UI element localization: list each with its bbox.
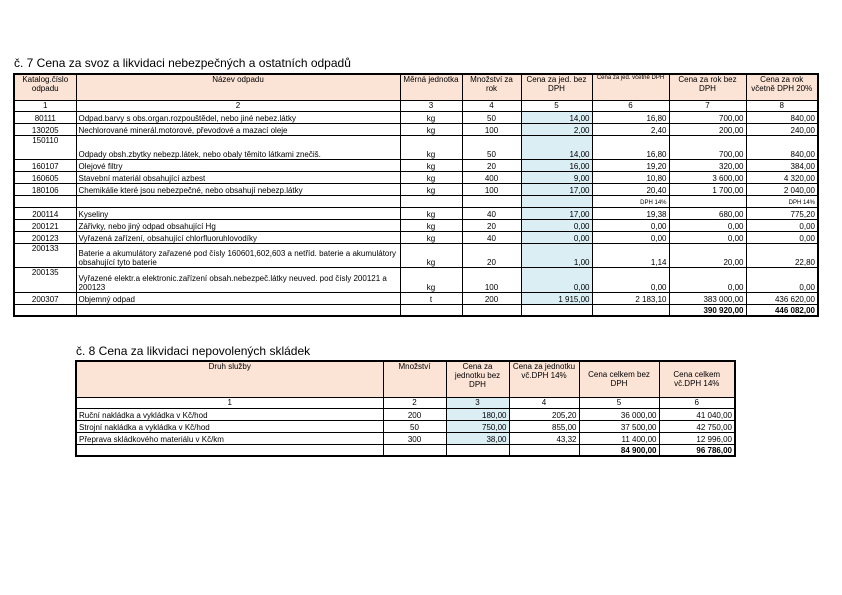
code-cell: 200133 (14, 243, 76, 267)
name-cell: Vyřazená zařízení, obsahující chlorfluoruhlovodíky (76, 231, 400, 243)
empty-cell (14, 195, 76, 207)
name-cell: Olejové filtry (76, 159, 400, 171)
empty-cell (400, 304, 462, 316)
table-row (14, 135, 818, 159)
year-vat-cell: 384,00 (746, 159, 818, 171)
unit-cell: kg (400, 219, 462, 231)
price-cell: 750,00 (446, 420, 509, 432)
empty-cell (400, 195, 462, 207)
price-cell: 1,00 (521, 243, 592, 267)
year-vat-cell: 436 620,00 (746, 292, 818, 304)
index-cell: 1 (76, 397, 383, 408)
name-cell: Zářivky, nebo jiný odpad obsahující Hg (76, 219, 400, 231)
price-vat-cell: 16,80 (592, 135, 669, 159)
qty-cell: 20 (462, 243, 521, 267)
year-vat-cell: 840,00 (746, 111, 818, 123)
price-vat-cell: 20,40 (592, 183, 669, 195)
dph14-note: DPH 14% (592, 195, 669, 207)
header-cena-jed-dph: Cena za jednotku vč.DPH 14% (509, 361, 579, 397)
index-cell: 1 (14, 100, 76, 111)
index-cell: 6 (592, 100, 669, 111)
code-cell: 160605 (14, 171, 76, 183)
index-cell: 2 (383, 397, 446, 408)
table-header-row (14, 74, 818, 100)
service-cell: Strojní nakládka a vykládka v Kč/hod (76, 420, 383, 432)
code-cell: 160107 (14, 159, 76, 171)
qty-cell: 100 (462, 267, 521, 292)
unit-cell: t (400, 292, 462, 304)
table-row (14, 267, 818, 292)
qty-cell: 200 (383, 408, 446, 420)
name-cell: Nechlorované minerál.motorové, převodové a mazací oleje (76, 123, 400, 135)
qty-cell: 300 (383, 432, 446, 444)
grand-total: 84 900,00 (579, 444, 659, 456)
price-vat-cell: 2,40 (592, 123, 669, 135)
year-cell: 700,00 (669, 111, 746, 123)
header-cena-rok-dph: Cena za rok včetně DPH 20% (746, 74, 818, 100)
year-cell: 700,00 (669, 135, 746, 159)
code-cell: 150110 (14, 135, 76, 159)
index-row (76, 397, 735, 408)
index-cell: 5 (579, 397, 659, 408)
grand-total-vat: 96 786,00 (659, 444, 735, 456)
table-row (14, 219, 818, 231)
year-vat-cell: 2 040,00 (746, 183, 818, 195)
qty-cell: 100 (462, 123, 521, 135)
price-cell: 17,00 (521, 207, 592, 219)
total-cell: 36 000,00 (579, 408, 659, 420)
header-druh: Druh služby (76, 361, 383, 397)
table-header-row (76, 361, 735, 397)
price-vat-cell: 0,00 (592, 219, 669, 231)
empty-cell (383, 444, 446, 456)
table-row (14, 243, 818, 267)
year-cell: 200,00 (669, 123, 746, 135)
price-vat-cell: 205,20 (509, 408, 579, 420)
year-cell: 0,00 (669, 219, 746, 231)
dph14-note: DPH 14% (746, 195, 818, 207)
year-vat-cell: 775,20 (746, 207, 818, 219)
table-row (14, 159, 818, 171)
year-vat-cell: 4 320,00 (746, 171, 818, 183)
header-mnozstvi: Množství (383, 361, 446, 397)
total-year: 390 920,00 (669, 304, 746, 316)
name-cell: Odpad.barvy s obs.organ.rozpouštědel, nebo jiné nebez.látky (76, 111, 400, 123)
empty-cell (592, 304, 669, 316)
empty-cell (446, 444, 509, 456)
header-cena-jed: Cena za jednotku bez DPH (446, 361, 509, 397)
year-cell: 320,00 (669, 159, 746, 171)
price-vat-cell: 0,00 (592, 267, 669, 292)
year-cell: 0,00 (669, 267, 746, 292)
price-cell: 2,00 (521, 123, 592, 135)
waste-disposal-price-table (13, 73, 819, 317)
year-cell: 3 600,00 (669, 171, 746, 183)
price-cell: 17,00 (521, 183, 592, 195)
qty-cell: 400 (462, 171, 521, 183)
qty-cell: 20 (462, 219, 521, 231)
price-cell: 0,00 (521, 219, 592, 231)
name-cell: Baterie a akumulátory zařazené pod čísly 160601,602,603 a netříd. baterie a akumulátory obsahující tyto baterie (76, 243, 400, 267)
unit-cell: kg (400, 159, 462, 171)
qty-cell: 100 (462, 183, 521, 195)
index-cell: 4 (462, 100, 521, 111)
code-cell: 200121 (14, 219, 76, 231)
header-cena-jed-dph: Cena za jed. včetně DPH (592, 74, 669, 100)
name-cell: Stavební materiál obsahující azbest (76, 171, 400, 183)
index-cell: 4 (509, 397, 579, 408)
index-cell: 6 (659, 397, 735, 408)
price-vat-cell: 0,00 (592, 231, 669, 243)
total-cell: 11 400,00 (579, 432, 659, 444)
header-celkem: Cena celkem bez DPH (579, 361, 659, 397)
year-vat-cell: 22,80 (746, 243, 818, 267)
empty-cell (509, 444, 579, 456)
empty-cell (462, 304, 521, 316)
name-cell: Odpady obsh.zbytky nebezp.látek, nebo obaly těmito látkami znečiš. (76, 135, 400, 159)
code-cell: 200135 (14, 267, 76, 292)
year-vat-cell: 240,00 (746, 123, 818, 135)
header-katalog: Katalog.číslo odpadu (14, 74, 76, 100)
empty-cell (14, 304, 76, 316)
table-8-title: č. 8 Cena za likvidaci nepovolených skládek (76, 344, 311, 358)
empty-cell (521, 304, 592, 316)
service-cell: Ruční nakládka a vykládka v Kč/hod (76, 408, 383, 420)
unit-cell: kg (400, 123, 462, 135)
price-vat-cell: 19,38 (592, 207, 669, 219)
table-row (14, 171, 818, 183)
year-cell: 20,00 (669, 243, 746, 267)
qty-cell: 40 (462, 231, 521, 243)
table-row (14, 207, 818, 219)
qty-cell: 200 (462, 292, 521, 304)
price-cell: 180,00 (446, 408, 509, 420)
unit-cell: kg (400, 183, 462, 195)
price-vat-cell: 16,80 (592, 111, 669, 123)
empty-cell (76, 304, 400, 316)
price-vat-cell: 855,00 (509, 420, 579, 432)
total-vat-cell: 41 040,00 (659, 408, 735, 420)
service-cell: Přeprava skládkového materiálu v Kč/km (76, 432, 383, 444)
illegal-dump-price-table (75, 360, 736, 457)
year-vat-cell: 840,00 (746, 135, 818, 159)
year-cell: 383 000,00 (669, 292, 746, 304)
name-cell: Objemný odpad (76, 292, 400, 304)
qty-cell: 50 (462, 135, 521, 159)
price-cell: 14,00 (521, 111, 592, 123)
unit-cell: kg (400, 111, 462, 123)
year-vat-cell: 0,00 (746, 219, 818, 231)
unit-cell: kg (400, 135, 462, 159)
header-jednotka: Měrná jednotka (400, 74, 462, 100)
table-row (14, 111, 818, 123)
table-row (14, 231, 818, 243)
code-cell: 200307 (14, 292, 76, 304)
name-cell: Chemikálie které jsou nebezpečné, nebo obsahují nebezp.látky (76, 183, 400, 195)
total-year-vat: 446 082,00 (746, 304, 818, 316)
unit-cell: kg (400, 243, 462, 267)
price-cell: 16,00 (521, 159, 592, 171)
index-cell: 7 (669, 100, 746, 111)
price-vat-cell: 10,80 (592, 171, 669, 183)
price-vat-cell: 43,32 (509, 432, 579, 444)
header-nazev: Název odpadu (76, 74, 400, 100)
qty-cell: 40 (462, 207, 521, 219)
empty-cell (76, 444, 383, 456)
index-cell: 3 (446, 397, 509, 408)
total-cell: 37 500,00 (579, 420, 659, 432)
price-vat-cell: 1,14 (592, 243, 669, 267)
table-row (14, 183, 818, 195)
year-cell: 680,00 (669, 207, 746, 219)
empty-cell (521, 195, 592, 207)
header-cena-jed: Cena za jed. bez DPH (521, 74, 592, 100)
code-cell: 130205 (14, 123, 76, 135)
total-vat-cell: 42 750,00 (659, 420, 735, 432)
unit-cell: kg (400, 267, 462, 292)
table-row (14, 292, 818, 304)
price-vat-cell: 19,20 (592, 159, 669, 171)
year-cell: 0,00 (669, 231, 746, 243)
qty-cell: 20 (462, 159, 521, 171)
index-cell: 5 (521, 100, 592, 111)
empty-cell (669, 195, 746, 207)
unit-cell: kg (400, 207, 462, 219)
table-row (76, 420, 735, 432)
total-row (14, 304, 818, 316)
price-cell: 0,00 (521, 231, 592, 243)
price-cell: 9,00 (521, 171, 592, 183)
price-cell: 1 915,00 (521, 292, 592, 304)
price-cell: 0,00 (521, 267, 592, 292)
year-cell: 1 700,00 (669, 183, 746, 195)
table-row (76, 432, 735, 444)
name-cell: Kyseliny (76, 207, 400, 219)
unit-cell: kg (400, 231, 462, 243)
code-cell: 180106 (14, 183, 76, 195)
year-vat-cell: 0,00 (746, 267, 818, 292)
empty-cell (462, 195, 521, 207)
table-row (14, 123, 818, 135)
header-cena-rok: Cena za rok bez DPH (669, 74, 746, 100)
dph14-note-row (14, 195, 818, 207)
table-7-title: č. 7 Cena za svoz a likvidaci nebezpečných a ostatních odpadů (14, 56, 351, 70)
index-cell: 8 (746, 100, 818, 111)
total-row (76, 444, 735, 456)
empty-cell (76, 195, 400, 207)
table-row (76, 408, 735, 420)
code-cell: 200123 (14, 231, 76, 243)
qty-cell: 50 (462, 111, 521, 123)
unit-cell: kg (400, 171, 462, 183)
header-mnozstvi: Množství za rok (462, 74, 521, 100)
price-cell: 14,00 (521, 135, 592, 159)
price-vat-cell: 2 183,10 (592, 292, 669, 304)
total-vat-cell: 12 996,00 (659, 432, 735, 444)
index-row (14, 100, 818, 111)
index-cell: 2 (76, 100, 400, 111)
name-cell: Vyřazené elektr.a elektronic.zařízení obsah.nebezpeč.látky neuved. pod čísly 200121 a 200123 (76, 267, 400, 292)
year-vat-cell: 0,00 (746, 231, 818, 243)
price-cell: 38,00 (446, 432, 509, 444)
code-cell: 80111 (14, 111, 76, 123)
header-celkem-dph: Cena celkem vč.DPH 14% (659, 361, 735, 397)
code-cell: 200114 (14, 207, 76, 219)
qty-cell: 50 (383, 420, 446, 432)
index-cell: 3 (400, 100, 462, 111)
